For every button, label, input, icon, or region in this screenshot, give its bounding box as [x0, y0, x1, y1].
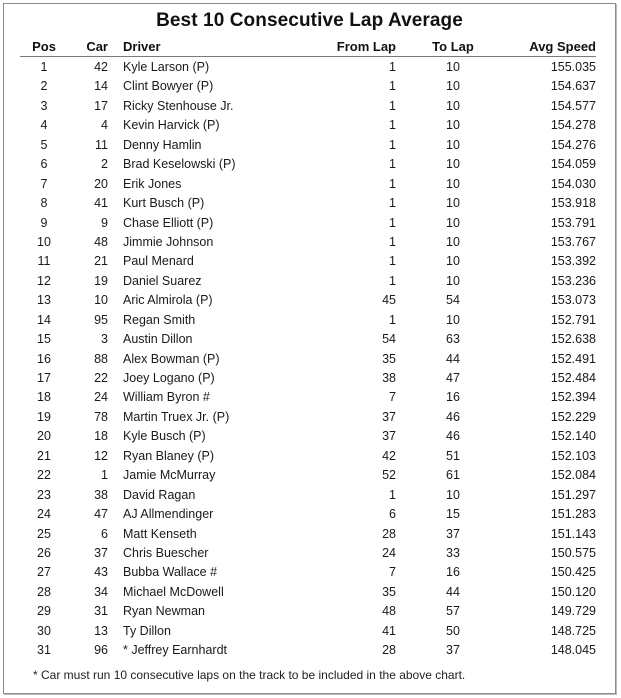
cell-from-lap: 1 [389, 79, 396, 94]
cell-from-lap: 45 [382, 293, 396, 308]
cell-pos: 29 [37, 604, 51, 619]
cell-pos: 15 [37, 332, 51, 347]
cell-pos: 5 [40, 137, 48, 152]
cell-avg-speed: 154.059 [550, 157, 596, 172]
cell-car: 31 [94, 604, 108, 619]
cell-car: 48 [94, 234, 108, 249]
table-row [19, 290, 596, 309]
cell-driver: William Byron # [123, 390, 210, 405]
table-row [19, 446, 596, 465]
cell-to-lap: 54 [446, 293, 460, 308]
cell-driver: Alex Bowman (P) [123, 351, 220, 366]
cell-pos: 10 [37, 234, 51, 249]
cell-avg-speed: 150.425 [550, 565, 596, 580]
cell-driver: Regan Smith [123, 312, 196, 327]
cell-driver: Martin Truex Jr. (P) [123, 409, 230, 424]
cell-to-lap: 57 [446, 604, 460, 619]
cell-from-lap: 7 [389, 390, 396, 405]
cell-avg-speed: 153.392 [550, 254, 596, 269]
cell-avg-speed: 153.918 [550, 196, 596, 211]
cell-driver: Austin Dillon [123, 332, 193, 347]
cell-from-lap: 6 [389, 507, 396, 522]
cell-pos: 13 [37, 293, 51, 308]
cell-car: 10 [94, 293, 108, 308]
cell-pos: 22 [37, 468, 51, 483]
table-row [19, 174, 596, 193]
cell-from-lap: 54 [382, 332, 396, 347]
cell-to-lap: 44 [446, 351, 460, 366]
cell-to-lap: 10 [446, 273, 460, 288]
table-row [19, 524, 596, 543]
cell-to-lap: 10 [446, 98, 460, 113]
cell-from-lap: 1 [389, 98, 396, 113]
cell-from-lap: 28 [382, 643, 396, 658]
table-row [19, 135, 596, 154]
cell-avg-speed: 154.276 [550, 137, 596, 152]
cell-pos: 23 [37, 487, 51, 502]
table-row [19, 368, 596, 387]
cell-pos: 6 [40, 157, 48, 172]
cell-driver: Erik Jones [123, 176, 182, 191]
cell-car: 17 [94, 98, 108, 113]
cell-pos: 12 [37, 273, 51, 288]
cell-to-lap: 16 [446, 390, 460, 405]
cell-car: 37 [94, 545, 108, 560]
cell-from-lap: 37 [382, 409, 396, 424]
cell-car: 22 [94, 371, 108, 385]
cell-avg-speed: 153.236 [550, 273, 596, 288]
table-row [19, 562, 596, 581]
cell-driver: Clint Bowyer (P) [123, 79, 214, 94]
cell-avg-speed: 151.283 [550, 507, 596, 522]
cell-car: 78 [94, 409, 108, 424]
cell-to-lap: 37 [446, 526, 460, 541]
cell-avg-speed: 154.577 [550, 98, 596, 113]
cell-from-lap: 1 [389, 254, 396, 269]
cell-to-lap: 15 [446, 507, 460, 522]
cell-from-lap: 41 [382, 623, 396, 638]
table-row [19, 407, 596, 426]
cell-car: 34 [94, 584, 108, 599]
cell-pos: 17 [37, 371, 51, 385]
cell-driver: Michael McDowell [123, 584, 224, 599]
cell-avg-speed: 152.791 [550, 312, 596, 327]
header-pos: Pos [32, 39, 56, 54]
cell-pos: 4 [40, 118, 48, 133]
cell-pos: 21 [37, 448, 51, 463]
cell-pos: 31 [37, 643, 51, 658]
cell-car: 38 [94, 487, 108, 502]
footnote: * Car must run 10 consecutive laps on the track to be included in the above chart. [33, 668, 466, 682]
cell-car: 3 [101, 332, 108, 347]
cell-to-lap: 10 [446, 79, 460, 94]
cell-driver: Chase Elliott (P) [123, 215, 214, 230]
cell-to-lap: 44 [446, 584, 460, 599]
cell-to-lap: 61 [446, 468, 460, 483]
cell-avg-speed: 151.297 [550, 487, 596, 502]
cell-car: 1 [101, 468, 108, 483]
cell-avg-speed: 153.073 [550, 293, 596, 308]
cell-pos: 11 [37, 254, 51, 269]
cell-avg-speed: 152.140 [550, 429, 596, 444]
cell-avg-speed: 151.143 [550, 526, 596, 541]
cell-from-lap: 1 [389, 137, 396, 152]
cell-from-lap: 42 [382, 448, 396, 463]
cell-pos: 20 [37, 429, 51, 444]
cell-pos: 30 [37, 623, 51, 638]
report-frame [3, 3, 616, 694]
cell-to-lap: 47 [446, 371, 460, 385]
table-row [19, 485, 596, 504]
cell-avg-speed: 154.030 [550, 176, 596, 191]
cell-car: 18 [94, 429, 108, 444]
cell-pos: 18 [37, 390, 51, 405]
cell-to-lap: 63 [446, 332, 460, 347]
cell-from-lap: 35 [382, 351, 396, 366]
cell-from-lap: 52 [382, 468, 396, 483]
cell-to-lap: 10 [446, 176, 460, 191]
cell-car: 12 [94, 448, 108, 463]
table-row [19, 349, 596, 368]
cell-to-lap: 51 [446, 448, 460, 463]
cell-to-lap: 46 [446, 409, 460, 424]
cell-from-lap: 37 [382, 429, 396, 444]
table-row [19, 310, 596, 329]
cell-car: 88 [94, 351, 108, 366]
cell-driver: Denny Hamlin [123, 137, 202, 152]
cell-driver: Ty Dillon [123, 623, 171, 638]
cell-pos: 26 [37, 545, 51, 560]
cell-car: 96 [94, 643, 108, 658]
cell-pos: 2 [40, 79, 48, 94]
table-row [19, 57, 596, 76]
cell-pos: 28 [37, 584, 51, 599]
cell-from-lap: 28 [382, 526, 396, 541]
cell-pos: 9 [40, 215, 48, 230]
cell-from-lap: 1 [389, 118, 396, 133]
cell-avg-speed: 153.767 [550, 234, 596, 249]
cell-car: 19 [94, 273, 108, 288]
cell-from-lap: 24 [382, 545, 396, 560]
table-body [19, 57, 596, 660]
cell-car: 9 [101, 215, 108, 230]
cell-car: 47 [94, 507, 108, 522]
cell-avg-speed: 148.045 [550, 643, 596, 658]
cell-car: 20 [94, 176, 108, 191]
header-car: Car [86, 39, 108, 54]
cell-to-lap: 10 [446, 196, 460, 211]
cell-driver: Ryan Blaney (P) [123, 448, 215, 463]
cell-driver: Kevin Harvick (P) [123, 118, 220, 133]
cell-driver: Brad Keselowski (P) [123, 157, 236, 172]
table-row [19, 154, 596, 173]
cell-to-lap: 33 [446, 545, 460, 560]
cell-pos: 14 [37, 312, 51, 327]
table-row [19, 115, 596, 134]
cell-driver: Joey Logano (P) [123, 371, 215, 385]
cell-car: 14 [94, 79, 108, 94]
cell-from-lap: 1 [389, 215, 396, 230]
table-row [19, 213, 596, 232]
cell-car: 11 [95, 137, 108, 152]
cell-driver: Kyle Busch (P) [123, 429, 206, 444]
header-to-lap: To Lap [432, 39, 474, 54]
cell-driver: Kyle Larson (P) [123, 60, 210, 74]
cell-car: 6 [101, 526, 108, 541]
cell-from-lap: 1 [389, 273, 396, 288]
cell-driver: Matt Kenseth [123, 526, 197, 541]
table-row [19, 232, 596, 251]
cell-from-lap: 35 [382, 584, 396, 599]
table-row [19, 76, 596, 95]
cell-from-lap: 1 [389, 487, 396, 502]
cell-avg-speed: 155.035 [550, 60, 596, 74]
table-row [19, 271, 596, 290]
cell-driver: Aric Almirola (P) [123, 293, 213, 308]
cell-to-lap: 10 [446, 215, 460, 230]
cell-car: 13 [94, 623, 108, 638]
table-row [19, 582, 596, 601]
table-row [19, 251, 596, 270]
cell-pos: 8 [40, 196, 48, 211]
cell-driver: Ryan Newman [123, 604, 205, 619]
cell-driver: Bubba Wallace # [123, 565, 218, 580]
cell-driver: Daniel Suarez [123, 273, 202, 288]
cell-to-lap: 10 [446, 487, 460, 502]
table-row [19, 543, 596, 562]
cell-pos: 25 [37, 526, 51, 541]
cell-driver: Kurt Busch (P) [123, 196, 205, 211]
cell-car: 4 [101, 118, 108, 133]
cell-from-lap: 38 [382, 371, 396, 385]
cell-pos: 19 [37, 409, 51, 424]
cell-to-lap: 10 [446, 60, 460, 74]
cell-to-lap: 10 [446, 234, 460, 249]
cell-avg-speed: 152.084 [550, 468, 596, 483]
cell-from-lap: 1 [389, 312, 396, 327]
cell-from-lap: 48 [382, 604, 396, 619]
cell-car: 42 [94, 60, 108, 74]
header-avg-speed: Avg Speed [529, 39, 596, 54]
cell-avg-speed: 148.725 [550, 623, 596, 638]
cell-car: 43 [94, 565, 108, 580]
cell-car: 2 [101, 157, 108, 172]
cell-from-lap: 1 [389, 196, 396, 211]
cell-from-lap: 1 [389, 60, 396, 74]
cell-driver: AJ Allmendinger [123, 507, 214, 522]
cell-pos: 24 [37, 507, 51, 522]
cell-to-lap: 10 [446, 137, 460, 152]
cell-avg-speed: 152.394 [550, 390, 596, 405]
cell-to-lap: 10 [446, 312, 460, 327]
table-row [19, 640, 596, 659]
cell-driver: * Jeffrey Earnhardt [123, 643, 227, 658]
cell-avg-speed: 150.120 [550, 584, 596, 599]
cell-to-lap: 37 [446, 643, 460, 658]
cell-driver: Ricky Stenhouse Jr. [123, 98, 234, 113]
cell-driver: Jimmie Johnson [123, 234, 214, 249]
cell-avg-speed: 154.278 [550, 118, 596, 133]
table-row [19, 96, 596, 115]
cell-pos: 16 [37, 351, 51, 366]
header-driver: Driver [123, 39, 161, 54]
cell-to-lap: 46 [446, 429, 460, 444]
table-row [19, 193, 596, 212]
cell-avg-speed: 149.729 [550, 604, 596, 619]
report-title: Best 10 Consecutive Lap Average [156, 10, 463, 31]
cell-avg-speed: 152.229 [550, 409, 596, 424]
table-row [19, 621, 596, 640]
cell-driver: Paul Menard [123, 254, 194, 269]
cell-avg-speed: 154.637 [550, 79, 596, 94]
cell-from-lap: 1 [389, 176, 396, 191]
cell-from-lap: 7 [389, 565, 396, 580]
cell-pos: 27 [37, 565, 51, 580]
table-row [19, 504, 596, 523]
cell-car: 95 [94, 312, 108, 327]
cell-to-lap: 10 [446, 157, 460, 172]
cell-to-lap: 50 [446, 623, 460, 638]
table-row [19, 329, 596, 348]
table-row [19, 465, 596, 484]
cell-to-lap: 10 [446, 118, 460, 133]
cell-avg-speed: 153.791 [550, 215, 596, 230]
table-row [19, 426, 596, 445]
cell-avg-speed: 152.491 [550, 351, 596, 366]
cell-avg-speed: 152.484 [550, 371, 596, 385]
table-row [19, 387, 596, 406]
cell-car: 21 [94, 254, 108, 269]
header-from-lap: From Lap [336, 39, 396, 54]
cell-avg-speed: 152.638 [550, 332, 596, 347]
cell-from-lap: 1 [389, 234, 396, 249]
cell-avg-speed: 150.575 [550, 545, 596, 560]
cell-car: 41 [94, 196, 108, 211]
cell-pos: 1 [40, 60, 48, 74]
cell-from-lap: 1 [389, 157, 396, 172]
cell-to-lap: 10 [446, 254, 460, 269]
cell-driver: Jamie McMurray [123, 468, 216, 483]
table-header [19, 39, 596, 56]
cell-pos: 3 [40, 98, 48, 113]
table-row [19, 601, 596, 620]
cell-driver: Chris Buescher [123, 545, 209, 560]
cell-driver: David Ragan [123, 487, 196, 502]
cell-avg-speed: 152.103 [550, 448, 596, 463]
cell-to-lap: 16 [446, 565, 460, 580]
cell-car: 24 [94, 390, 108, 405]
cell-pos: 7 [40, 176, 48, 191]
